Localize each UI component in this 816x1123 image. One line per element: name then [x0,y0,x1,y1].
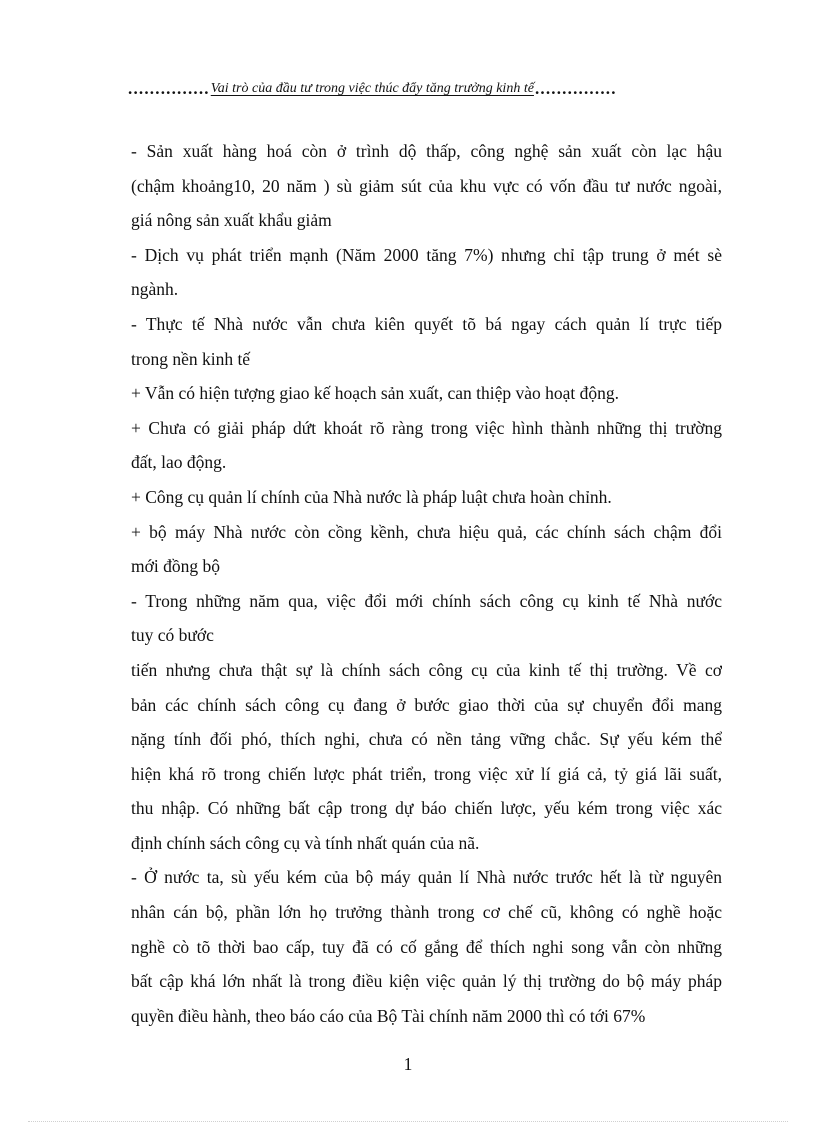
text-line: bất cập khá lớn nhất là trong điều kiện việc quản lý thị trường do bộ máy pháp [131,971,722,992]
header-dots-right: ............... [534,79,617,98]
running-header [128,74,724,98]
text-line: thu nhập. Có những bất cập trong dự báo chiến lược, yếu kém trong việc xác [131,798,722,819]
text-line: nặng tính đối phó, thích nghi, chưa có nền tảng vững chắc. Sự yếu kém thể [131,729,722,750]
text-line: - Ở nước ta, sù yếu kém của bộ máy quản lí Nhà nước trước hết là từ nguyên [131,867,722,888]
text-line: nhân cán bộ, phần lớn họ trưởng thành trong cơ chế cũ, không có nghề hoặc [131,902,722,923]
text-line: mới đồng bộ [131,556,220,577]
text-line: - Trong những năm qua, việc đổi mới chính sách công cụ kinh tế Nhà nước [131,590,722,611]
text-line: hiện khá rõ trong chiến lược phát triển, trong việc xử lí giá cả, tỷ giá lãi suất, [131,763,722,784]
text-line: đất, lao động. [131,452,227,473]
body-text [131,134,722,1033]
text-line: tiến nhưng chưa thật sự là chính sách công cụ của kinh tế thị trường. Về cơ [131,659,722,680]
text-line: (chậm khoảng10, 20 năm ) sù giảm sút của khu vực có vốn đầu tư nước ngoài, [131,175,722,196]
page-bottom-rule [28,1121,788,1122]
text-line: giá nông sản xuất khẩu giảm [131,210,332,231]
text-line: quyền điều hành, theo báo cáo của Bộ Tài chính năm 2000 thì có tới 67% [131,1005,646,1026]
text-line: + Chưa có giải pháp dứt khoát rõ ràng trong việc hình thành những thị trường [131,417,722,438]
text-line: + Vẫn có hiện tượng giao kế hoạch sản xuất, can thiệp vào hoạt động. [131,383,620,404]
text-line: - Dịch vụ phát triển mạnh (Năm 2000 tăng 7%) nhưng chỉ tập trung ở mét sè [131,244,722,265]
header-dots-left: ............... [128,79,210,98]
text-line: tuy có bước [131,625,214,646]
header-title: Vai trò của đầu tư trong việc thúc đẩy tăng trưởng kinh tế [210,81,534,96]
text-line: + bộ máy Nhà nước còn cồng kềnh, chưa hiệu quả, các chính sách chậm đổi [131,521,722,542]
text-line: ngành. [131,279,179,300]
page-number: 1 [403,1054,413,1074]
text-line: - Sản xuất hàng hoá còn ở trình dộ thấp, công nghệ sản xuất còn lạc hậu [131,141,722,161]
text-line: trong nền kinh tế [131,348,251,369]
text-line: bản các chính sách công cụ đang ở bước giao thời của sự chuyển đổi mang [131,694,722,715]
text-line: nghề cò tõ thời bao cấp, tuy đã có cố gắng để thích nghi song vẫn còn những [131,936,722,957]
text-line: định chính sách công cụ và tính nhất quán của nã. [131,832,480,853]
text-line: - Thực tế Nhà nước vẫn chưa kiên quyết tõ bá ngay cách quản lí trực tiếp [131,313,722,334]
text-line: + Công cụ quản lí chính của Nhà nước là pháp luật chưa hoàn chỉnh. [131,486,612,507]
